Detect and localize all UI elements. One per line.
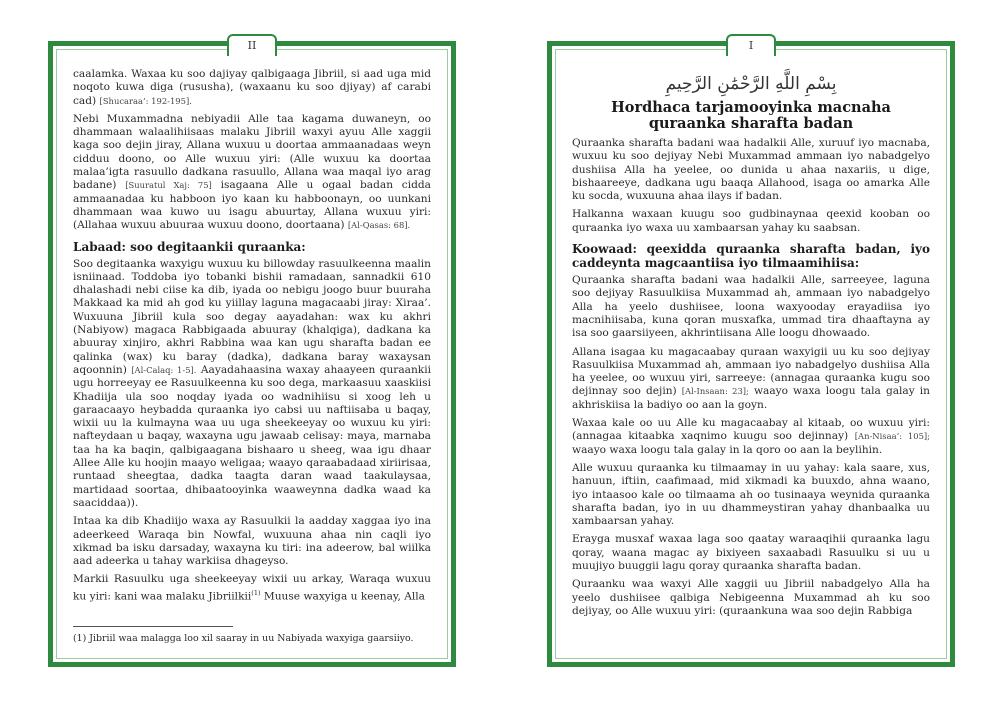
paragraph-text: Nebi Muxammadna nebiyadii Alle taa kagama duwaneyn, oo dhammaan walaalihiisaas malaku Jibriil waxyi ayuu Alle xaggii kaga soo dejin jiray, Allana wuxuu u doortaa ammaanadaas weyn cidduu doono, oo Alle wuxuu yiri: (Alle wuxuu ka doortaa malaa’igta rasuullo dadkana rasuullo, Allana waa maqal iyo arag badane) — [73, 112, 431, 192]
paragraph-text: caalamka. Waxaa ku soo dajiyay qalbigaaga Jibriil, si aad uga mid noqoto kuwa diga (rususha), (waxaanu ku soo djiyay) af carabi cad) — [73, 68, 431, 107]
paragraph — [73, 573, 431, 603]
footnote-marker: (1) — [251, 588, 261, 597]
paragraph-text: Waxaa kale oo uu Alle ku magacaabay al kitaab, oo wuxuu yiri: (annagaa kitaabka xaqnimo kuugu soo dejinnay) — [572, 417, 930, 443]
verse-reference: [An-Nisaa’: 105]; — [854, 431, 930, 442]
paragraph-text: isagaana Alle u ogaal badan cidda ammaanadaa ku habboon iyo kaan ku habboonayn, oo uunkani dhammaan waa kuwo uu isagu abuurtay, Allana wuxuu yiri: (Allahaa wuxuu abuuraa wuxuu doono, doortaana) — [73, 179, 431, 232]
footnote-divider — [73, 626, 233, 627]
page-number-tab — [726, 34, 776, 56]
page-content — [73, 68, 431, 609]
paragraph — [73, 113, 431, 233]
section-heading: Labaad: soo degitaankii quraanka: — [73, 239, 306, 254]
footnote: (1) Jibriil waa malagga loo xil saaray in uu Nabiyada waxyiga gaarsiiyo. — [73, 633, 414, 644]
paragraph — [572, 346, 930, 412]
verse-reference: [Al-Calaq: 1-5]. — [131, 364, 197, 375]
bismillah-calligraphy: بِسْمِ اللَّهِ الرَّحْمَٰنِ الرَّحِيمِ — [665, 74, 837, 94]
verse-reference: [Al-Insaan: 23]; — [681, 386, 749, 397]
page-number: II — [247, 39, 257, 52]
paragraph: Alle wuxuu quraanka ku tilmaamay in uu yahay: kala saare, xus, hanuun, iftiin, caafimaad, mid xikmadi ka buuxdo, ahna waano, iyo intaasoo kale oo tilmaama ah oo tusinaaya weynida quraanka sharafta badan, iyo in uu dhammeystiran yahay dhanbaalka uu xambaarsan yahay. — [572, 461, 930, 528]
page-number: I — [748, 39, 754, 52]
title-line: quraanka sharafta badan — [648, 115, 854, 132]
paragraph: Quraanka sharafta badani waa hadalkii Alle, xuruuf iyo macnaba, wuxuu ku soo dejiyay Nebi Muxammad ammaan iyo nabadgelyo dushiisa Alla ha yeelee, oo dunida u ahaa naxariis, u dige, bishaareeye, dadkana ugu baaqa Allahood, isaga oo amarka Alle ku socda, wuxuuna ahaa ilays if badan. — [572, 137, 930, 203]
page-content — [572, 68, 930, 623]
paragraph-text: Allana isagaa ku magacaabay quraan waxyigii uu ku soo dejiyay Rasuulkiisa Muxammad ah, ammaan iyo nabadgelyo dushiisa Alla ha yeelee, oo wuxuu yiri, sarreeye: (annagaa quraanka kugu soo dejinnay soo dejin) — [572, 345, 930, 398]
right-page — [547, 41, 955, 667]
paragraph: Quraanka sharafta badani waa hadalkii Alle, sarreeyee, laguna soo dejiyay Rasuulkiisa Muxammad ah, ammaan iyo nabadgelyo Alla ha yeelo dushiisee, loona waxyooday erayadiisa iyo macnihiisaba, kuna qoran musxafka, ummad tira dhaaftayna ay isa soo gaarsiiyeen, akhrintiisana Alle loogu dhowaado. — [572, 274, 930, 340]
page-number-tab — [227, 34, 277, 56]
verse-reference: [Suuratul Xaj: 75] — [125, 180, 212, 191]
paragraph-text: Soo degitaanka waxyigu wuxuu ku billowday rasuulkeenna maalin isniinaad. Toddoba iyo tobanki bishii ramadaan, sannadkii 610 dhalashadi nebi ciise ka dib, iyada oo nebigu joogo buur buuraha Makkaad ka mid ah god ku yiillay laguna magacaabi jiray: Xiraa’. Wuxuuna Jibriil kula soo degay aayadahan: wax ku akhri (Nabiyow) magaca Rabbigaada abuuray (khalqiga), dadkana ka abuuray xinjiro, akhri Rabbina waa kan ugu sharafta badan ee qalinka (wax) ku baray (dadka), dadkana baray waxaysan aqoonnin) — [73, 257, 431, 376]
paragraph-text: waayo waxa loogu tala galay in la qoro oo aan la beylihin. — [572, 443, 883, 456]
paragraph-text: Aayadahaasina waxay ahaayeen quraankii ugu horreeyay ee Rasuulkeenna ku soo dega, markaasuu xaaskiisi Khadiija ula soo noqday iyada oo wadnihiisu si xoog leh u garaacaayo heybadda quraanka iyo cabsi uu naftiisaba u baqay, wixii uu la kulmayna waa uu uga sheekeeyay oo wuxuu ku yiri: nafteydaan u baqay, waxayna ugu jawaab celisay: maya, marnaba taa ha ka baqin, qalbigaagana bishaaro u sheeg, waa igu dhaar Allee Alle ku hoojin maayo weligaa; waayo qaraabadaad xiriirisaa, runtaad sheegtaa, dadka taagta daran waad taakulaysaa, martidaad soortaa, dhibaatooyinka waaweynna dadka waad ka saaciddaa)). — [73, 363, 431, 509]
paragraph: Quraanku waa waxyi Alle xaggii uu Jibriil nabadgelyo Alla ha yeelo dushiisee qalbiga Nebigeenna Muxammad ah ku soo dejiyay, oo Alle wuxuu yiri: (quraankuna waa soo dejin Rabbiga — [572, 578, 930, 617]
verse-reference: [Shucaraa’: 192-195]. — [99, 95, 192, 106]
verse-reference: [Al-Qasas: 68]. — [347, 220, 411, 231]
paragraph — [73, 68, 431, 108]
paragraph: Halkanna waxaan kuugu soo gudbinaynaa qeexid kooban oo quraanka iyo waxa uu xambaarsan yahay ku saabsan. — [572, 208, 930, 234]
page-title — [572, 100, 930, 132]
paragraph-text: Muuse waxyiga u keenay, Alla — [263, 590, 425, 603]
left-page — [48, 41, 456, 667]
section-heading: Koowaad: qeexidda quraanka sharafta badan, iyo caddeynta magcaantiisa iyo tilmaamihiisa: — [572, 242, 930, 271]
title-line: Hordhaca tarjamooyinka macnaha — [611, 99, 891, 116]
paragraph-text: Markii Rasuulku uga sheekeeyay wixii uu arkay, Waraqa wuxuu ku yiri: kani waa malaku Jibriilkii — [73, 573, 431, 603]
paragraph — [73, 258, 431, 511]
paragraph — [572, 417, 930, 457]
paragraph-text: waayo waxa loogu tala galay in akhriskiisa la badiyo oo aan la goyn. — [572, 385, 930, 411]
paragraph: Erayga musxaf waxaa laga soo qaatay waraaqihii quraanka lagu qoray, waana magac ay bixiyeen saxaabadi Rasuulku si uu u muujiyo buuggii lagu qoray quraanka sharafta badan. — [572, 533, 930, 573]
paragraph: Intaa ka dib Khadiijo waxa ay Rasuulkii la aadday xaggaa iyo ina adeerkeed Waraqa bin Nowfal, wuxuuna ahaa nin caqli iyo xikmad ba isku darsaday, waxayna ku tiri: ina adeerow, bal wiilka aad adeerka u tahay warkiisa dhageyso. — [73, 515, 431, 568]
